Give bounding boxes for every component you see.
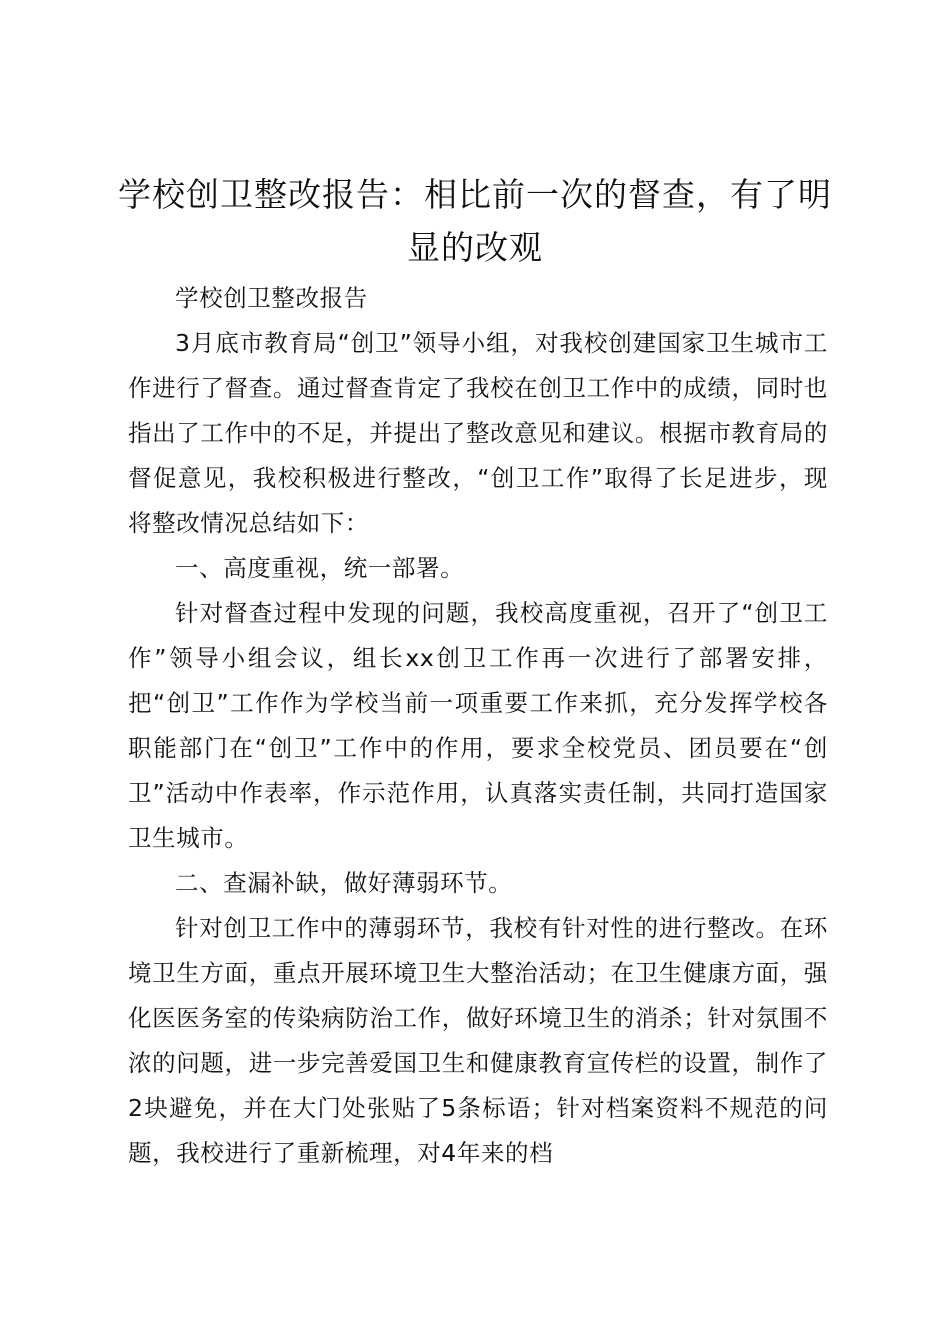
paragraph-intro: 3月底市教育局“创卫”领导小组，对我校创建国家卫生城市工作进行了督查。通过督查肯定了我校在创卫工作中的成绩，同时也指出了工作中的不足，并提出了整改意见和建议。根据市教育局的督促意见，我校积极进行整改，“创卫工作”取得了长足进步，现将整改情况总结如下： — [128, 329, 828, 537]
section-heading-2: 二、查漏补缺，做好薄弱环节。 — [175, 869, 513, 897]
paragraph-section-1: 针对督查过程中发现的问题，我校高度重视，召开了“创卫工作”领导小组会议，组长xx创卫工作再一次进行了部署安排，把“创卫”工作作为学校当前一项重要工作来抓，充分发挥学校各职能部门在“创卫”工作中的作用，要求全校党员、团员要在“创卫”活动中作表率，作示范作用，认真落实责任制，共同打造国家卫生城市。 — [128, 599, 828, 852]
document-subtitle: 学校创卫整改报告 — [175, 284, 368, 312]
section-heading-1: 一、高度重视，统一部署。 — [175, 554, 465, 582]
paragraph-section-2: 针对创卫工作中的薄弱环节，我校有针对性的进行整改。在环境卫生方面，重点开展环境卫生大整治活动；在卫生健康方面，强化医医务室的传染病防治工作，做好环境卫生的消杀；针对氛围不浓的问题，进一步完善爱国卫生和健康教育宣传栏的设置，制作了2块避免，并在大门处张贴了5条标语；针对档案资料不规范的问题，我校进行了重新梳理，对4年来的档 — [128, 914, 828, 1167]
document-title: 学校创卫整改报告：相比前一次的督查，有了明显的改观 — [118, 175, 832, 267]
document-body — [128, 276, 828, 1176]
